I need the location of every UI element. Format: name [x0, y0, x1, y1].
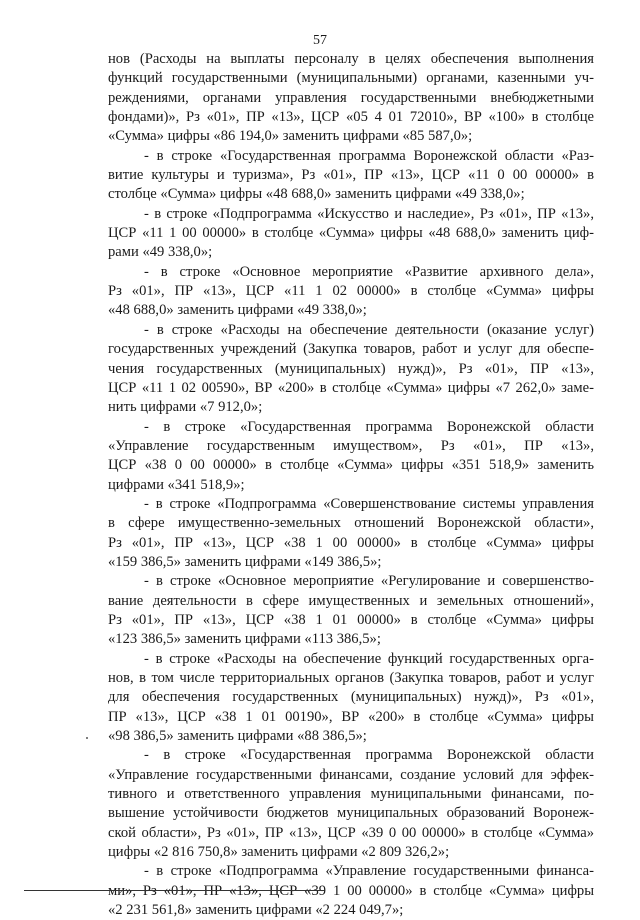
text-line: ПР «13», ЦСР «38 1 01 00190», ВР «200» в столбце «Сумма» цифры — [108, 708, 594, 725]
text-line: «159 386,5» заменить цифрами «149 386,5»; — [108, 553, 382, 570]
text-line: столбце «Сумма» цифры «48 688,0» заменить цифрами «49 338,0»; — [108, 186, 525, 203]
text-line: ЦСР «11 1 02 00590», ВР «200» в столбце «Сумма» цифры «7 262,0» заме- — [108, 379, 594, 396]
text-line: - в строке «Государственная программа Воронежской области — [144, 747, 594, 764]
text-line: реждениями, органами управления государственными внебюджетными — [108, 89, 594, 106]
text-line: - в строке «Подпрограмма «Управление государственными финанса- — [144, 863, 594, 880]
text-line: для обеспечения государственных (муниципальных) нужд)», Рз «01», — [108, 689, 594, 706]
text-line: государственных учреждений (Закупка товаров, работ и услуг для обеспе- — [108, 341, 594, 358]
text-line: витие культуры и туризма», Рз «01», ПР «13», ЦСР «11 0 00 00000» в — [108, 167, 594, 184]
text-line: Рз «01», ПР «13», ЦСР «11 1 02 00000» в столбце «Сумма» цифры — [108, 283, 594, 300]
text-line: «2 231 561,8» заменить цифрами «2 224 049,7»; — [108, 902, 404, 919]
text-line: «98 386,5» заменить цифрами «88 386,5»; — [108, 728, 367, 745]
text-line: нов (Расходы на выплаты персоналу в целях обеспечения выполнения — [108, 51, 594, 67]
text-line: «48 688,0» заменить цифрами «49 338,0»; — [108, 302, 367, 319]
page-number: 57 — [313, 33, 327, 48]
text-line: «Сумма» цифры «86 194,0» заменить цифрами «85 587,0»; — [108, 128, 473, 145]
text-line: - в строке «Расходы на обеспечение функций государственных орга- — [144, 650, 594, 667]
text-line: ЦСР «38 0 00 00000» в столбце «Сумма» цифры «351 518,9» заменить — [108, 457, 594, 474]
scan-speck — [86, 737, 88, 739]
text-line: функций государственными (муниципальными) органами, казенными уч- — [108, 70, 594, 87]
text-line: нить цифрами «7 912,0»; — [108, 399, 263, 416]
text-line: Рз «01», ПР «13», ЦСР «38 1 01 00000» в столбце «Сумма» цифры — [108, 611, 594, 628]
text-line: «Управление государственными финансами, создание условий для эффек- — [108, 766, 594, 783]
text-line: - в строке «Подпрограмма «Совершенствование системы управления — [144, 495, 594, 512]
text-line: - в строке «Расходы на обеспечение деятельности (оказание услуг) — [144, 321, 594, 338]
text-line: - в строке «Основное мероприятие «Развитие архивного дела», — [144, 263, 594, 280]
text-line: - в строке «Подпрограмма «Искусство и наследие», Рз «01», ПР «13», — [144, 205, 594, 222]
text-line: «123 386,5» заменить цифрами «113 386,5»; — [108, 631, 381, 648]
text-line: вание деятельности в сфере имущественных и земельных отношений», — [108, 592, 594, 609]
text-line: - в строке «Основное мероприятие «Регулирование и совершенство- — [144, 573, 594, 590]
text-line: цифры «2 816 750,8» заменить цифрами «2 809 326,2»; — [108, 844, 450, 861]
footer-rule — [24, 890, 324, 891]
text-line: рами «49 338,0»; — [108, 244, 213, 261]
text-line: - в строке «Государственная программа Воронежской области — [144, 418, 594, 435]
text-line: ми», Рз «01», ПР «13», ЦСР «39 1 00 00000» в столбце «Сумма» цифры — [108, 882, 594, 899]
text-line: ской области», Рз «01», ПР «13», ЦСР «39 0 00 00000» в столбце «Сумма» — [108, 824, 594, 841]
text-line: тивного и ответственного управления муниципальными финансами, по- — [108, 786, 594, 803]
text-line: - в строке «Государственная программа Воронежской области «Раз- — [144, 147, 594, 164]
text-line: нов, в том числе территориальных органов (Закупка товаров, работ и услуг — [108, 670, 594, 686]
text-line: цифрами «341 518,9»; — [108, 476, 245, 493]
text-line: Рз «01», ПР «13», ЦСР «38 1 00 00000» в столбце «Сумма» цифры — [108, 534, 594, 551]
document-body — [108, 50, 594, 920]
text-line: «Управление государственным имуществом», Рз «01», ПР «13», — [108, 437, 594, 454]
text-line: в сфере имущественно-земельных отношений Воронежской области», — [108, 515, 594, 532]
text-line: вышение устойчивости бюджетов муниципальных образований Воронеж- — [108, 805, 594, 822]
text-line: фондами)», Рз «01», ПР «13», ЦСР «05 4 01 72010», ВР «100» в столбце — [108, 109, 594, 126]
text-line: чения государственных (муниципальных) нужд)», Рз «01», ПР «13», — [108, 360, 594, 377]
text-line: ЦСР «11 1 00 00000» в столбце «Сумма» цифры «48 688,0» заменить циф- — [108, 225, 594, 242]
